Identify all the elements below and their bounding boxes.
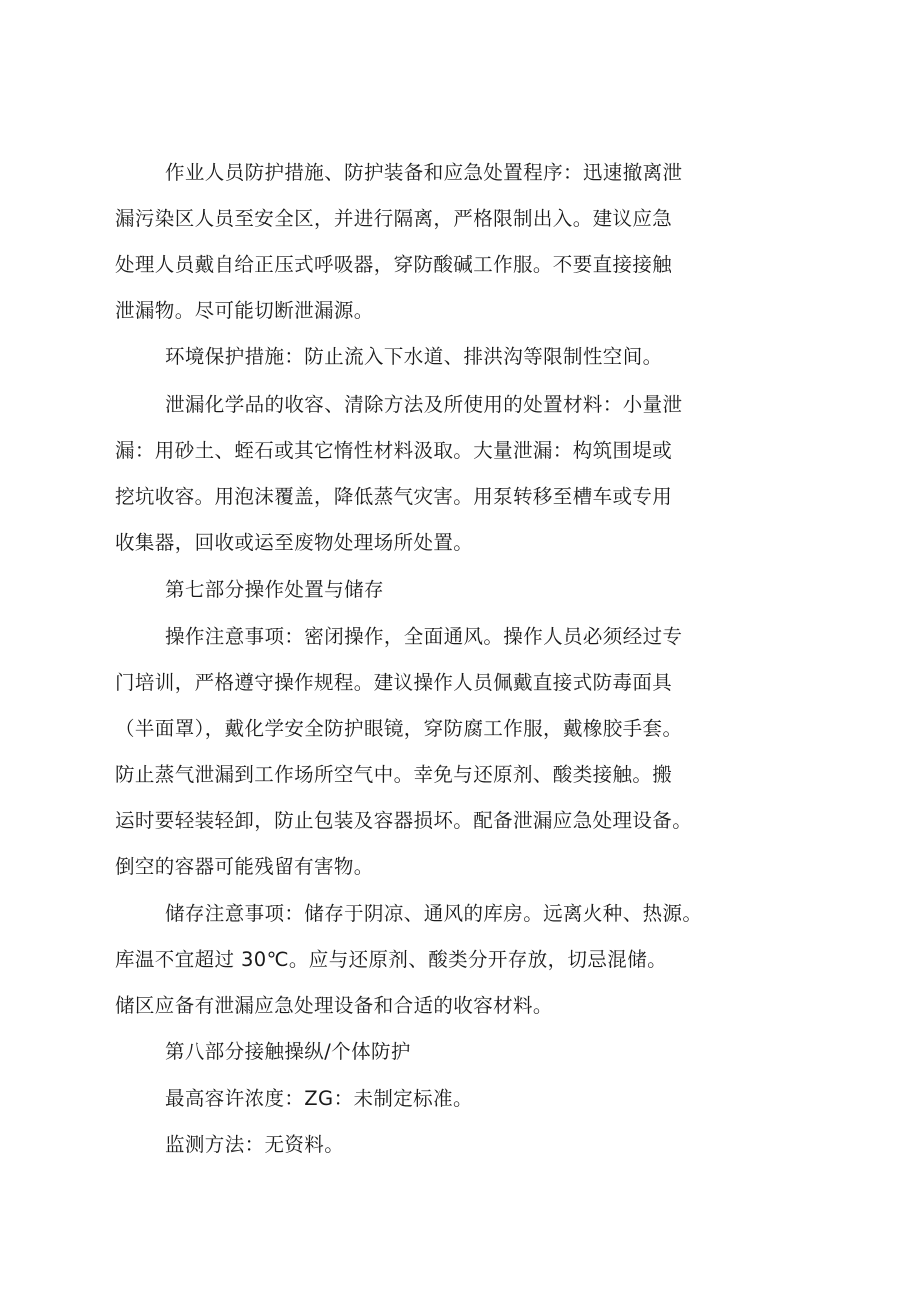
text-line: 操作注意事项：密闭操作，全面通风。操作人员必须经过专 [165,625,683,648]
section-heading: 第八部分接触操纵/个体防护 [165,1040,411,1063]
text-line: 处理人员戴自给正压式呼吸器，穿防酸碱工作服。不要直接接触 [115,253,673,276]
text-line: 漏：用砂土、蛭石或其它惰性材料汲取。大量泄漏：构筑围堤或 [115,439,673,462]
text-line: 运时要轻装轻卸，防止包装及容器损坏。配备泄漏应急处理设备。 [115,809,693,832]
text-line: 门培训，严格遵守操作规程。建议操作人员佩戴直接式防毒面具 [115,671,673,694]
section-heading: 第七部分操作处置与储存 [165,578,384,601]
text-line: （半面罩），戴化学安全防护眼镜，穿防腐工作服，戴橡胶手套。 [115,717,683,740]
text-line: 漏污染区人员至安全区，并进行隔离，严格限制出入。建议应急 [115,207,673,230]
text-line: 储存注意事项：储存于阴凉、通风的库房。远离火种、热源。 [165,902,703,925]
text-line: 作业人员防护措施、防护装备和应急处置程序：迅速撤离泄 [165,161,683,184]
text-line: 收集器，回收或运至废物处理场所处置。 [115,531,474,554]
text-line: 最高容许浓度：ZG：未制定标准。 [165,1087,473,1110]
text-line: 库温不宜超过 30℃。应与还原剂、酸类分开存放，切忌混储。 [115,948,668,971]
text-line: 泄漏物。尽可能切断泄漏源。 [115,299,374,322]
text-line: 环境保护措施：防止流入下水道、排洪沟等限制性空间。 [165,345,663,368]
text-line: 倒空的容器可能残留有害物。 [115,855,374,878]
text-line: 监测方法：无资料。 [165,1133,345,1156]
text-line: 挖坑收容。用泡沫覆盖，降低蒸气灾害。用泵转移至槽车或专用 [115,485,673,508]
text-line: 防止蒸气泄漏到工作场所空气中。幸免与还原剂、酸类接触。搬 [115,763,673,786]
text-line: 泄漏化学品的收容、清除方法及所使用的处置材料：小量泄 [165,393,683,416]
text-line: 储区应备有泄漏应急处理设备和合适的收容材料。 [115,994,553,1017]
